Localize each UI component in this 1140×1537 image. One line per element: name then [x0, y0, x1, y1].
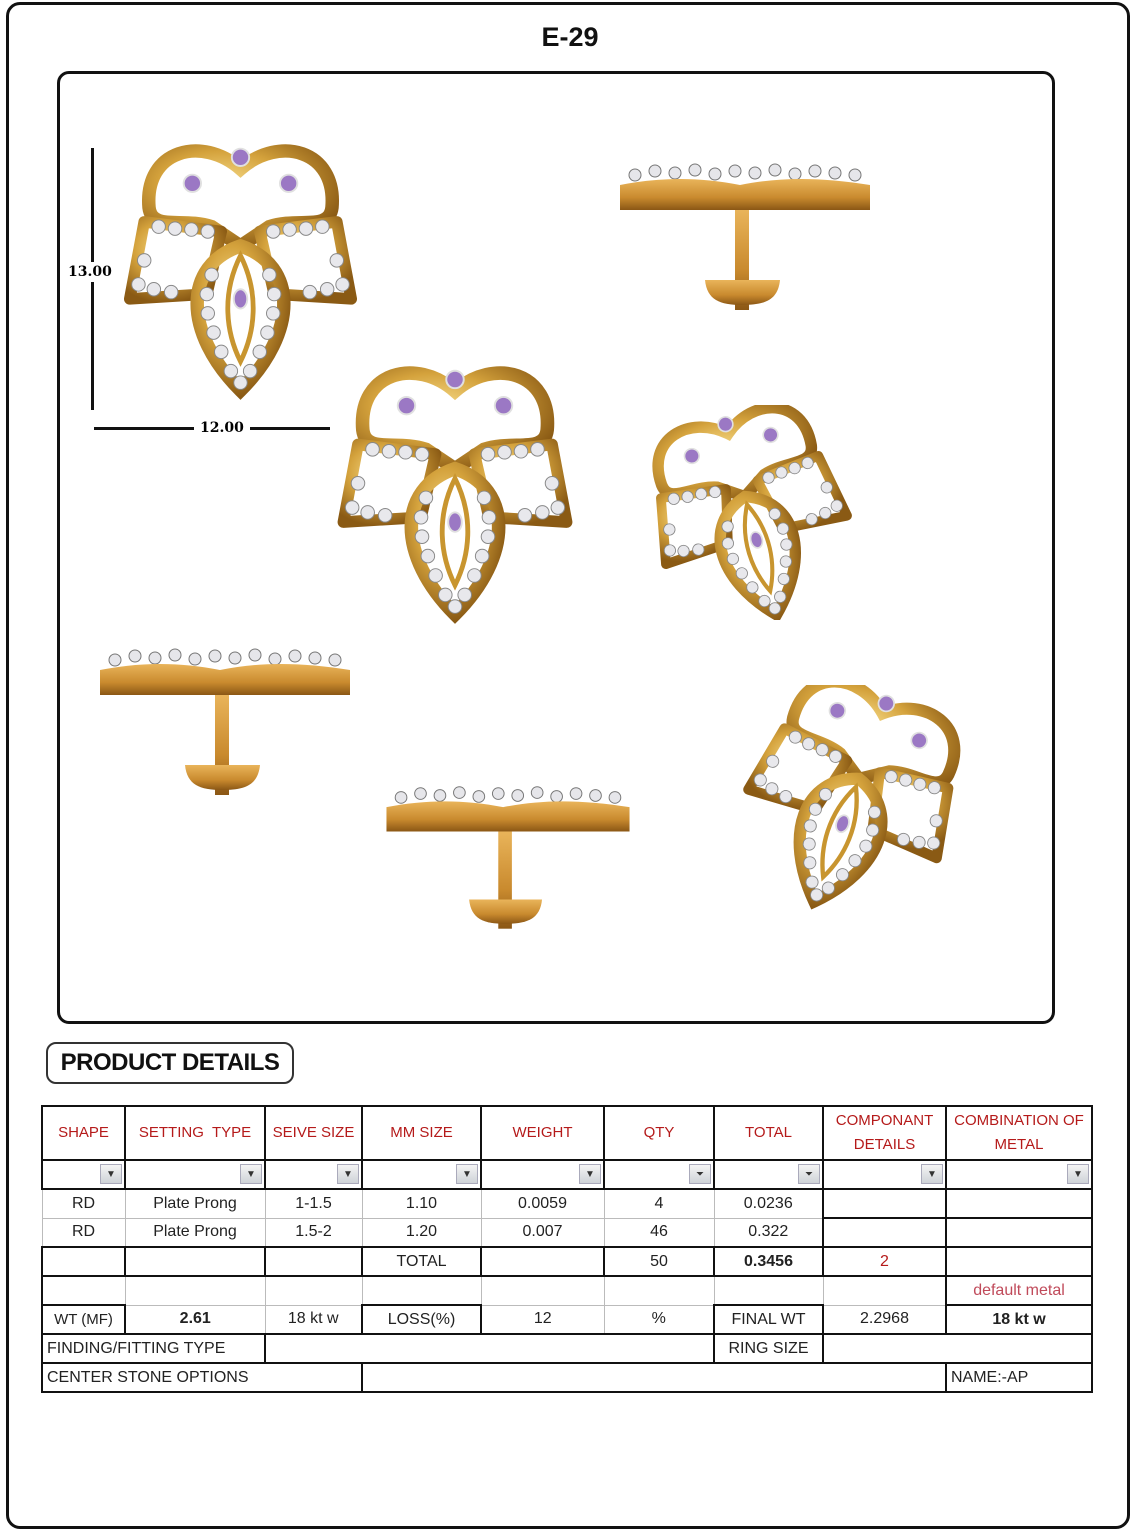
final-wt-value: 2.2968	[823, 1305, 946, 1334]
wt-mf-label: WT (MF)	[42, 1305, 125, 1334]
header-componant-details: COMPONANT DETAILS	[823, 1106, 946, 1160]
header-seive-size: SEIVE SIZE	[265, 1106, 362, 1160]
name-label: NAME:-AP	[946, 1363, 1092, 1392]
cell-weight: 0.0059	[481, 1189, 604, 1218]
ring-size-label: RING SIZE	[714, 1334, 823, 1363]
total-weight: 0.3456	[714, 1247, 823, 1276]
loss-label: LOSS(%)	[362, 1305, 481, 1334]
center-stone-options-value	[362, 1363, 946, 1392]
table-header-row	[42, 1106, 1092, 1160]
cell-mm-size: 1.20	[362, 1218, 481, 1247]
total-row	[42, 1247, 1092, 1276]
cell-total: 0.322	[714, 1218, 823, 1247]
final-metal-value: 18 kt w	[946, 1305, 1092, 1334]
width-dimension-label: 12.00	[194, 420, 250, 436]
product-details-label: PRODUCT DETAILS	[46, 1042, 294, 1084]
cell-shape: RD	[42, 1189, 125, 1218]
cell-weight: 0.007	[481, 1218, 604, 1247]
seive-size-dropdown-icon[interactable]: ▼	[337, 1164, 359, 1184]
earring-angled-view-bottom-right-image	[725, 685, 995, 925]
header-setting-type: SETTING TYPE	[125, 1106, 265, 1160]
loss-value: 12	[481, 1305, 604, 1334]
finding-fitting-type-label: FINDING/FITTING TYPE	[42, 1334, 265, 1363]
setting-type-dropdown-icon[interactable]: ▼	[240, 1164, 262, 1184]
earring-front-view-image	[118, 140, 363, 400]
center-stone-options-label: CENTER STONE OPTIONS	[42, 1363, 362, 1392]
header-total: TOTAL	[714, 1106, 823, 1160]
header-shape: SHAPE	[42, 1106, 125, 1160]
ring-size-value	[823, 1334, 1092, 1363]
mm-size-dropdown-icon[interactable]: ▼	[456, 1164, 478, 1184]
header-combination-of-metal: COMBINATION OF METAL	[946, 1106, 1092, 1160]
earring-side-view-center-image	[383, 778, 633, 953]
percent-sign: %	[604, 1305, 714, 1334]
total-label: TOTAL	[362, 1247, 481, 1276]
table-row	[42, 1218, 1092, 1247]
cell-mm-size: 1.10	[362, 1189, 481, 1218]
cell-combination-of-metal	[946, 1189, 1092, 1218]
finding-row	[42, 1334, 1092, 1363]
header-mm-size: MM SIZE	[362, 1106, 481, 1160]
finding-fitting-type-value	[265, 1334, 714, 1363]
table-row	[42, 1189, 1092, 1218]
cell-componant-details	[823, 1189, 946, 1218]
componant-details-dropdown-icon[interactable]: ▼	[921, 1164, 943, 1184]
default-metal-label: default metal	[946, 1276, 1092, 1305]
default-metal-row	[42, 1276, 1092, 1305]
qty-filter-icon[interactable]: ⏷	[689, 1164, 711, 1184]
earring-front-view-center-image	[330, 362, 580, 624]
total-qty: 50	[604, 1247, 714, 1276]
cell-setting-type: Plate Prong	[125, 1189, 265, 1218]
cell-seive-size: 1-1.5	[265, 1189, 362, 1218]
header-qty: QTY	[604, 1106, 714, 1160]
wt-mf-value: 2.61	[125, 1305, 265, 1334]
cell-shape: RD	[42, 1218, 125, 1247]
final-wt-label: FINAL WT	[714, 1305, 823, 1334]
combination-of-metal-dropdown-icon[interactable]: ▼	[1067, 1164, 1089, 1184]
total-filter-icon[interactable]: ⏷	[798, 1164, 820, 1184]
total-components: 2	[823, 1247, 946, 1276]
cell-setting-type: Plate Prong	[125, 1218, 265, 1247]
cell-total: 0.0236	[714, 1189, 823, 1218]
metal-value: 18 kt w	[265, 1305, 362, 1334]
cell-qty: 4	[604, 1189, 714, 1218]
weight-row	[42, 1305, 1092, 1334]
cell-combination-of-metal	[946, 1218, 1092, 1247]
height-dimension-label: 13.00	[68, 264, 112, 280]
product-details-table	[41, 1105, 1093, 1393]
weight-dropdown-icon[interactable]: ▼	[579, 1164, 601, 1184]
earring-side-view-left-image	[100, 640, 350, 820]
cell-componant-details	[823, 1218, 946, 1247]
filter-row	[42, 1160, 1092, 1189]
earring-angled-view-right-image	[625, 405, 890, 620]
earring-side-view-top-right-image	[610, 155, 880, 335]
center-stone-row	[42, 1363, 1092, 1392]
cell-qty: 46	[604, 1218, 714, 1247]
page-title: E-29	[541, 22, 599, 52]
cell-seive-size: 1.5-2	[265, 1218, 362, 1247]
shape-dropdown-icon[interactable]: ▼	[100, 1164, 122, 1184]
header-weight: WEIGHT	[481, 1106, 604, 1160]
